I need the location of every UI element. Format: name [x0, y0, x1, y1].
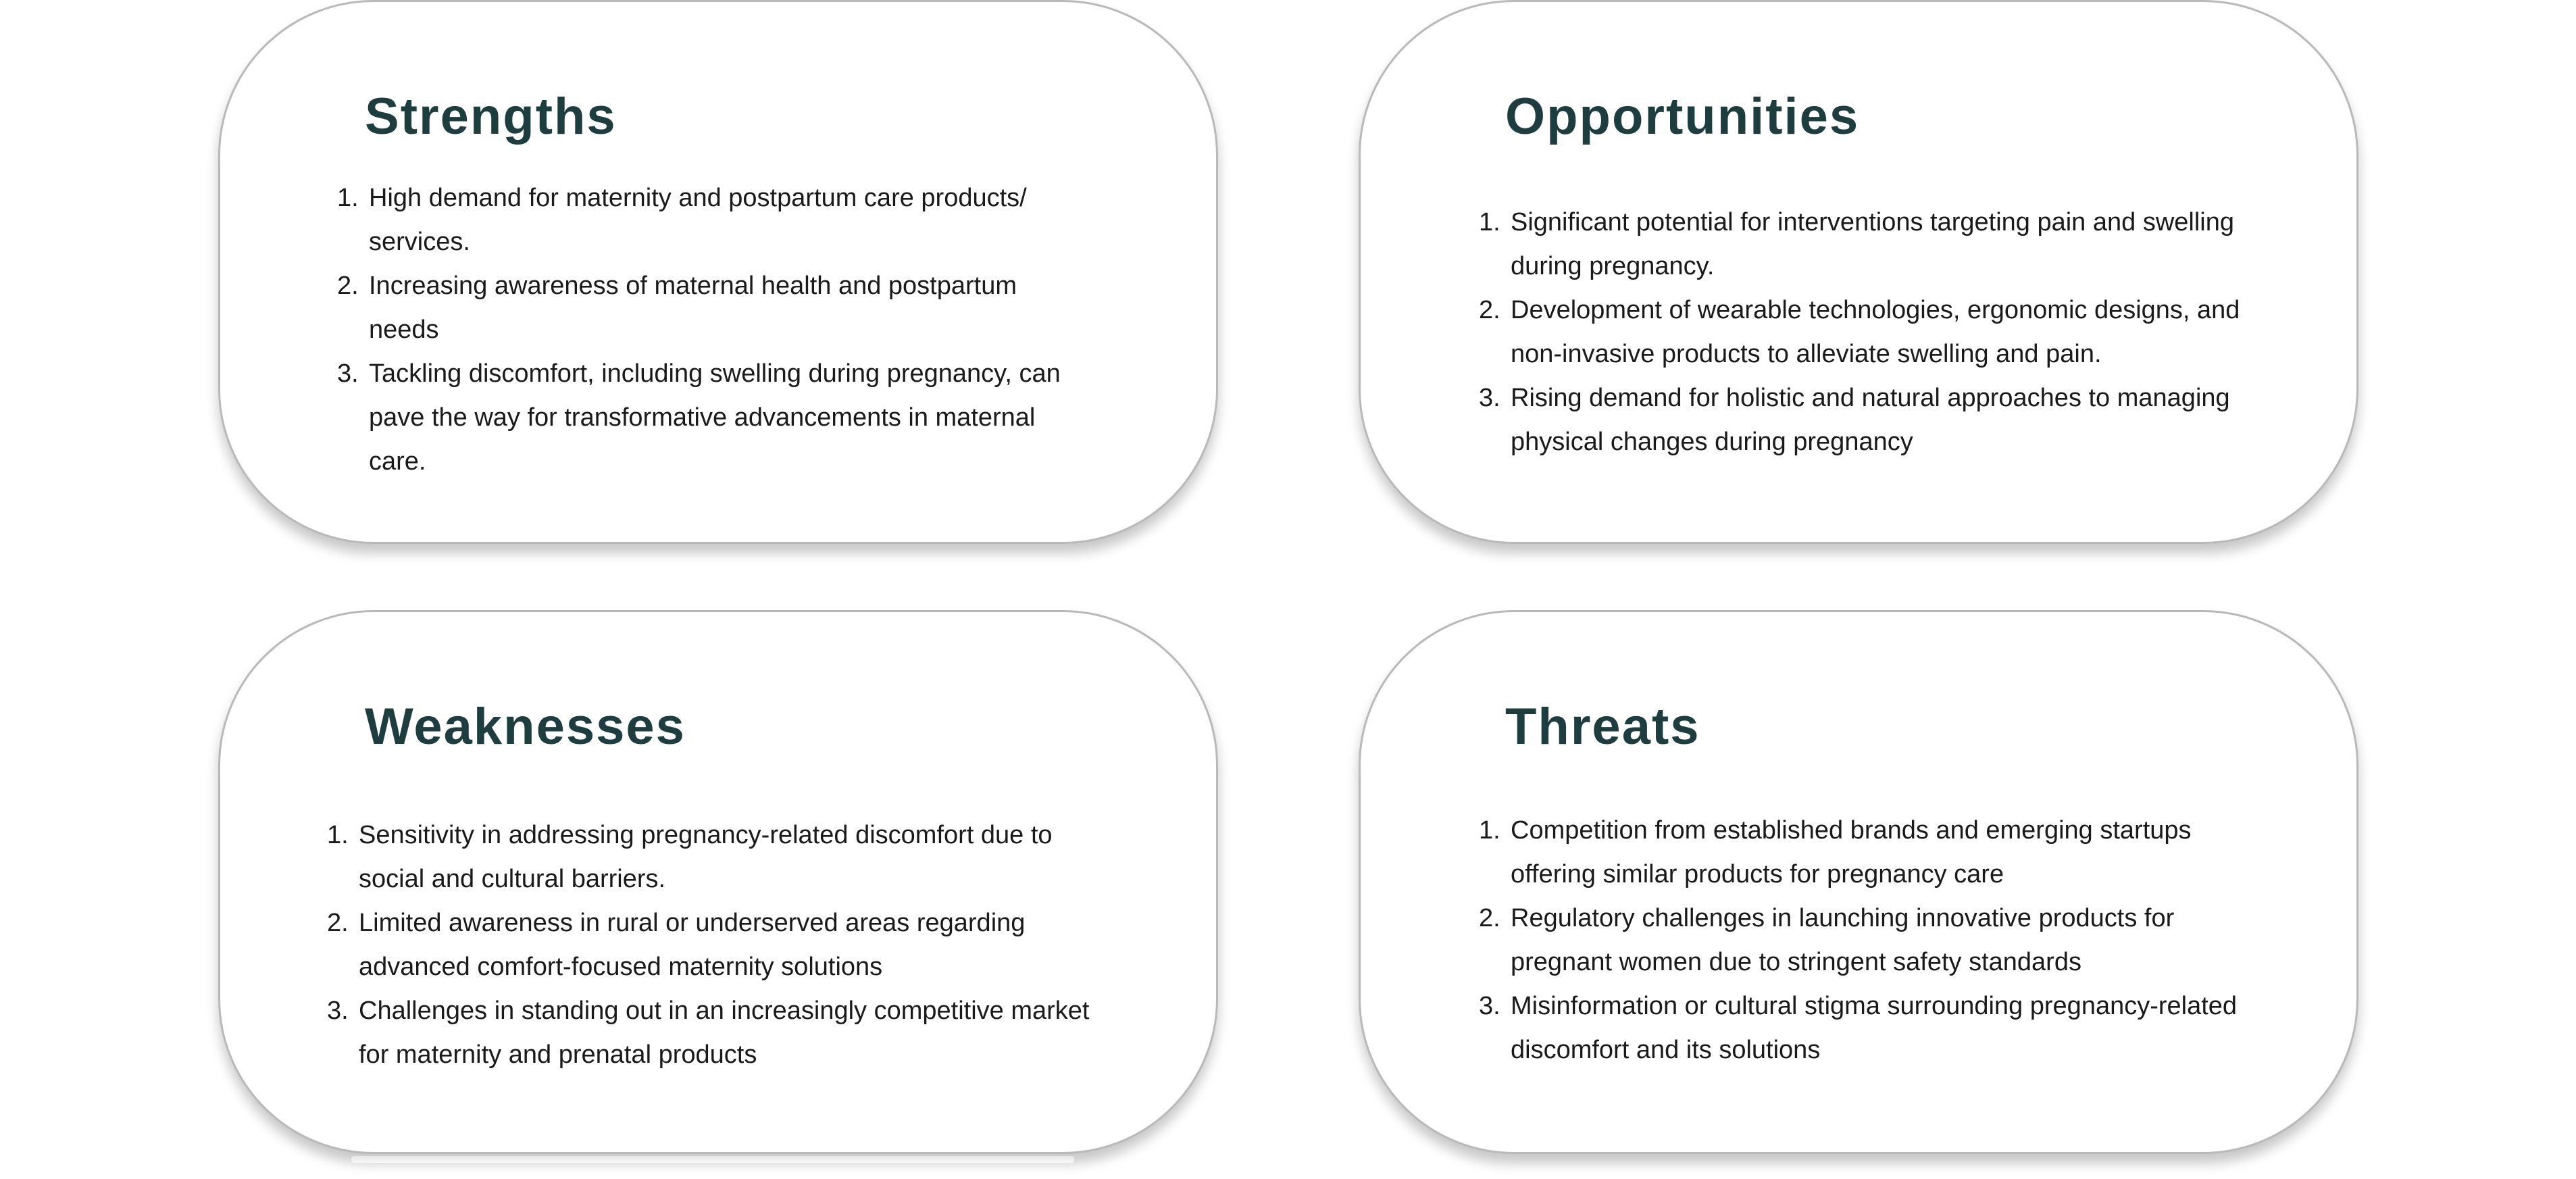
- weaknesses-list: [327, 813, 1109, 1077]
- list-item-text: Misinformation or cultural stigma surrounding pregnancy-related discomfort and its solutions: [1511, 992, 2238, 1064]
- weaknesses-title: Weaknesses: [365, 698, 686, 755]
- threats-card: [1359, 610, 2358, 1154]
- list-number: 1.: [337, 184, 359, 212]
- list-item-text: Challenges in standing out in an increasingly competitive market for maternity and prenatal products: [359, 997, 1090, 1069]
- list-number: 1.: [327, 821, 349, 849]
- list-item-text: Limited awareness in rural or underserved areas regarding advanced comfort-focused maternity solutions: [359, 909, 1026, 981]
- strengths-title: Strengths: [365, 88, 617, 145]
- list-item-text: Increasing awareness of maternal health and postpartum needs: [369, 272, 1017, 344]
- list-number: 3.: [337, 359, 359, 388]
- list-number: 2.: [1479, 296, 1500, 324]
- opportunities-title: Opportunities: [1505, 88, 1860, 145]
- weaknesses-card: [218, 610, 1218, 1154]
- list-item: [337, 352, 1065, 484]
- list-item-text: Development of wearable technologies, ergonomic designs, and non-invasive products to alleviate swelling and pain.: [1511, 296, 2240, 368]
- list-item-text: High demand for maternity and postpartum care products/ services.: [369, 184, 1027, 256]
- list-item: [1479, 897, 2261, 984]
- list-number: 3.: [1479, 992, 1500, 1020]
- opportunities-card: [1359, 0, 2358, 544]
- list-item: [1479, 201, 2281, 289]
- bottom-shadow-strip: [351, 1156, 1074, 1163]
- strengths-card: [218, 0, 1218, 544]
- list-item-text: Regulatory challenges in launching innovative products for pregnant women due to stringent safety standards: [1511, 904, 2175, 976]
- list-item: [327, 989, 1109, 1077]
- list-item: [327, 901, 1109, 989]
- list-item-text: Rising demand for holistic and natural approaches to managing physical changes during pregnancy: [1511, 384, 2230, 456]
- opportunities-list: [1479, 201, 2281, 464]
- list-item-text: Significant potential for interventions targeting pain and swelling during pregnancy.: [1511, 208, 2234, 280]
- list-item: [1479, 376, 2281, 464]
- list-number: 1.: [1479, 816, 1500, 845]
- list-item: [1479, 809, 2261, 897]
- list-item-text: Tackling discomfort, including swelling during pregnancy, can pave the way for transformative advancements in maternal care.: [369, 359, 1061, 476]
- list-number: 2.: [337, 272, 359, 300]
- list-number: 1.: [1479, 208, 1500, 236]
- list-item: [327, 813, 1109, 901]
- strengths-list: [337, 176, 1065, 484]
- list-item: [1479, 289, 2281, 376]
- list-number: 3.: [1479, 384, 1500, 412]
- list-item: [337, 264, 1065, 352]
- list-number: 2.: [1479, 904, 1500, 932]
- list-item: [1479, 984, 2261, 1072]
- list-item-text: Sensitivity in addressing pregnancy-related discomfort due to social and cultural barriers.: [359, 821, 1053, 893]
- threats-list: [1479, 809, 2261, 1072]
- threats-title: Threats: [1505, 698, 1700, 755]
- list-item: [337, 176, 1065, 264]
- list-number: 3.: [327, 997, 349, 1025]
- list-item-text: Competition from established brands and emerging startups offering similar products for pregnancy care: [1511, 816, 2192, 888]
- list-number: 2.: [327, 909, 349, 937]
